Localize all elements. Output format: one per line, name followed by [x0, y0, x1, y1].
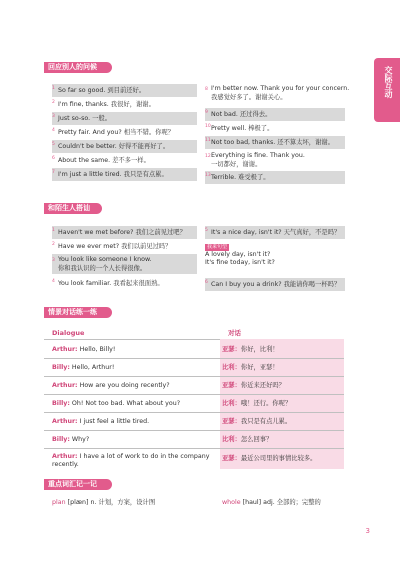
- dialogue-line: Arthur: I have a lot of work to do in the company recently.: [52, 453, 210, 468]
- dialogue-line-zh: 亚瑟：最近公司里的事情比较多。: [222, 455, 317, 462]
- dialogue-line: Arthur: How are you doing recently?: [52, 382, 170, 389]
- list-item: 5 It's a nice day, isn't it? 天气真好，不是吗？: [205, 226, 345, 239]
- dialogue-line-zh: 比利：你好，亚瑟！: [222, 364, 279, 371]
- list-item: 9 Not bad. 还过得去。: [205, 108, 345, 121]
- divider: [44, 430, 344, 431]
- vocab-item: whole [haul] adj. 全部的；完整的: [222, 499, 321, 506]
- dialogue-line: Billy: Hello, Arthur!: [52, 364, 115, 371]
- list-item: 4 You look familiar. 我看起来很面熟。: [52, 279, 164, 287]
- vocab-item: plan [plæn] n. 计划，方案，设计图: [52, 499, 156, 506]
- section-title-dialogue: 情景对话练一练: [48, 308, 97, 316]
- divider: [44, 358, 344, 359]
- dialogue-line-zh: 亚瑟：你近来还好吗？: [222, 382, 285, 389]
- section-title-greetings: 回应别人的问候: [48, 63, 97, 71]
- list-item: 7 I'm just a little tired. 我只是有点累。: [52, 168, 197, 181]
- list-item: 5 Couldn't be better. 好得不能再好了。: [52, 140, 197, 153]
- list-item: 4 Pretty fair. And you? 相当不错。你呢？: [52, 128, 175, 136]
- dialogue-line: Arthur: I just feel a little tired.: [52, 418, 150, 425]
- list-item: 3 Just so-so. 一般。: [52, 112, 197, 125]
- list-item: 8 I'm better now. Thank you for your concern. 我感觉好多了。谢谢关心。: [205, 85, 350, 101]
- side-tab-label: 交际互动: [384, 66, 393, 98]
- list-item: 6 Can I buy you a drink? 我能请你喝一杯吗？: [205, 278, 345, 291]
- list-item: 1 So far so good. 到目前还好。: [52, 84, 197, 97]
- list-item: 12Everything is fine. Thank you. 一切都好，谢谢。: [205, 152, 305, 168]
- dialogue-header-zh: 对话: [228, 329, 241, 337]
- list-item: 1 Haven't we met before? 我们之前见过吧？: [52, 226, 197, 239]
- dialogue-line: Billy: Why?: [52, 436, 90, 443]
- dialogue-header-en: Dialogue: [52, 329, 85, 337]
- divider: [44, 412, 344, 413]
- dialogue-header: [44, 327, 344, 339]
- list-item: 我来句型 A lovely day, isn't it? It's fine today, isn't it?: [205, 244, 275, 266]
- dialogue-line-zh: 亚瑟：你好，比利！: [222, 346, 279, 353]
- list-item: 2 I'm fine, thanks. 我很好，谢谢。: [52, 100, 155, 108]
- dialogue-line-zh: 亚瑟：我只是有点儿累。: [222, 418, 292, 425]
- section-title-strangers: 和陌生人搭讪: [48, 204, 90, 212]
- dialogue-line-zh: 比利：哦！还行。你呢？: [222, 400, 292, 407]
- dialogue-line: Arthur: Hello, Billy!: [52, 346, 116, 353]
- list-item: 2 Have we ever met? 我们以前见过吗？: [52, 242, 172, 250]
- section-title-vocab: 重点词汇记一记: [48, 480, 97, 488]
- divider: [44, 448, 344, 449]
- list-item: 13Terrible. 难受极了。: [205, 171, 345, 184]
- list-item: 10Pretty well. 棒极了。: [205, 124, 274, 132]
- page-number: 3: [365, 527, 370, 535]
- list-item: 6 About the same. 差不多一样。: [52, 156, 150, 164]
- dialogue-line: Billy: Oh! Not too bad. What about you?: [52, 400, 181, 407]
- dialogue-line-zh: 比利：怎么回事？: [222, 436, 273, 443]
- list-item: 3 You look like someone I know. 你和我认识的一个人长得很像。: [52, 254, 197, 274]
- divider: [44, 394, 344, 395]
- divider: [44, 376, 344, 377]
- list-item: 11Not too bad, thanks. 还不算太坏，谢谢。: [205, 136, 345, 149]
- pattern-tag: 我来句型: [207, 244, 228, 250]
